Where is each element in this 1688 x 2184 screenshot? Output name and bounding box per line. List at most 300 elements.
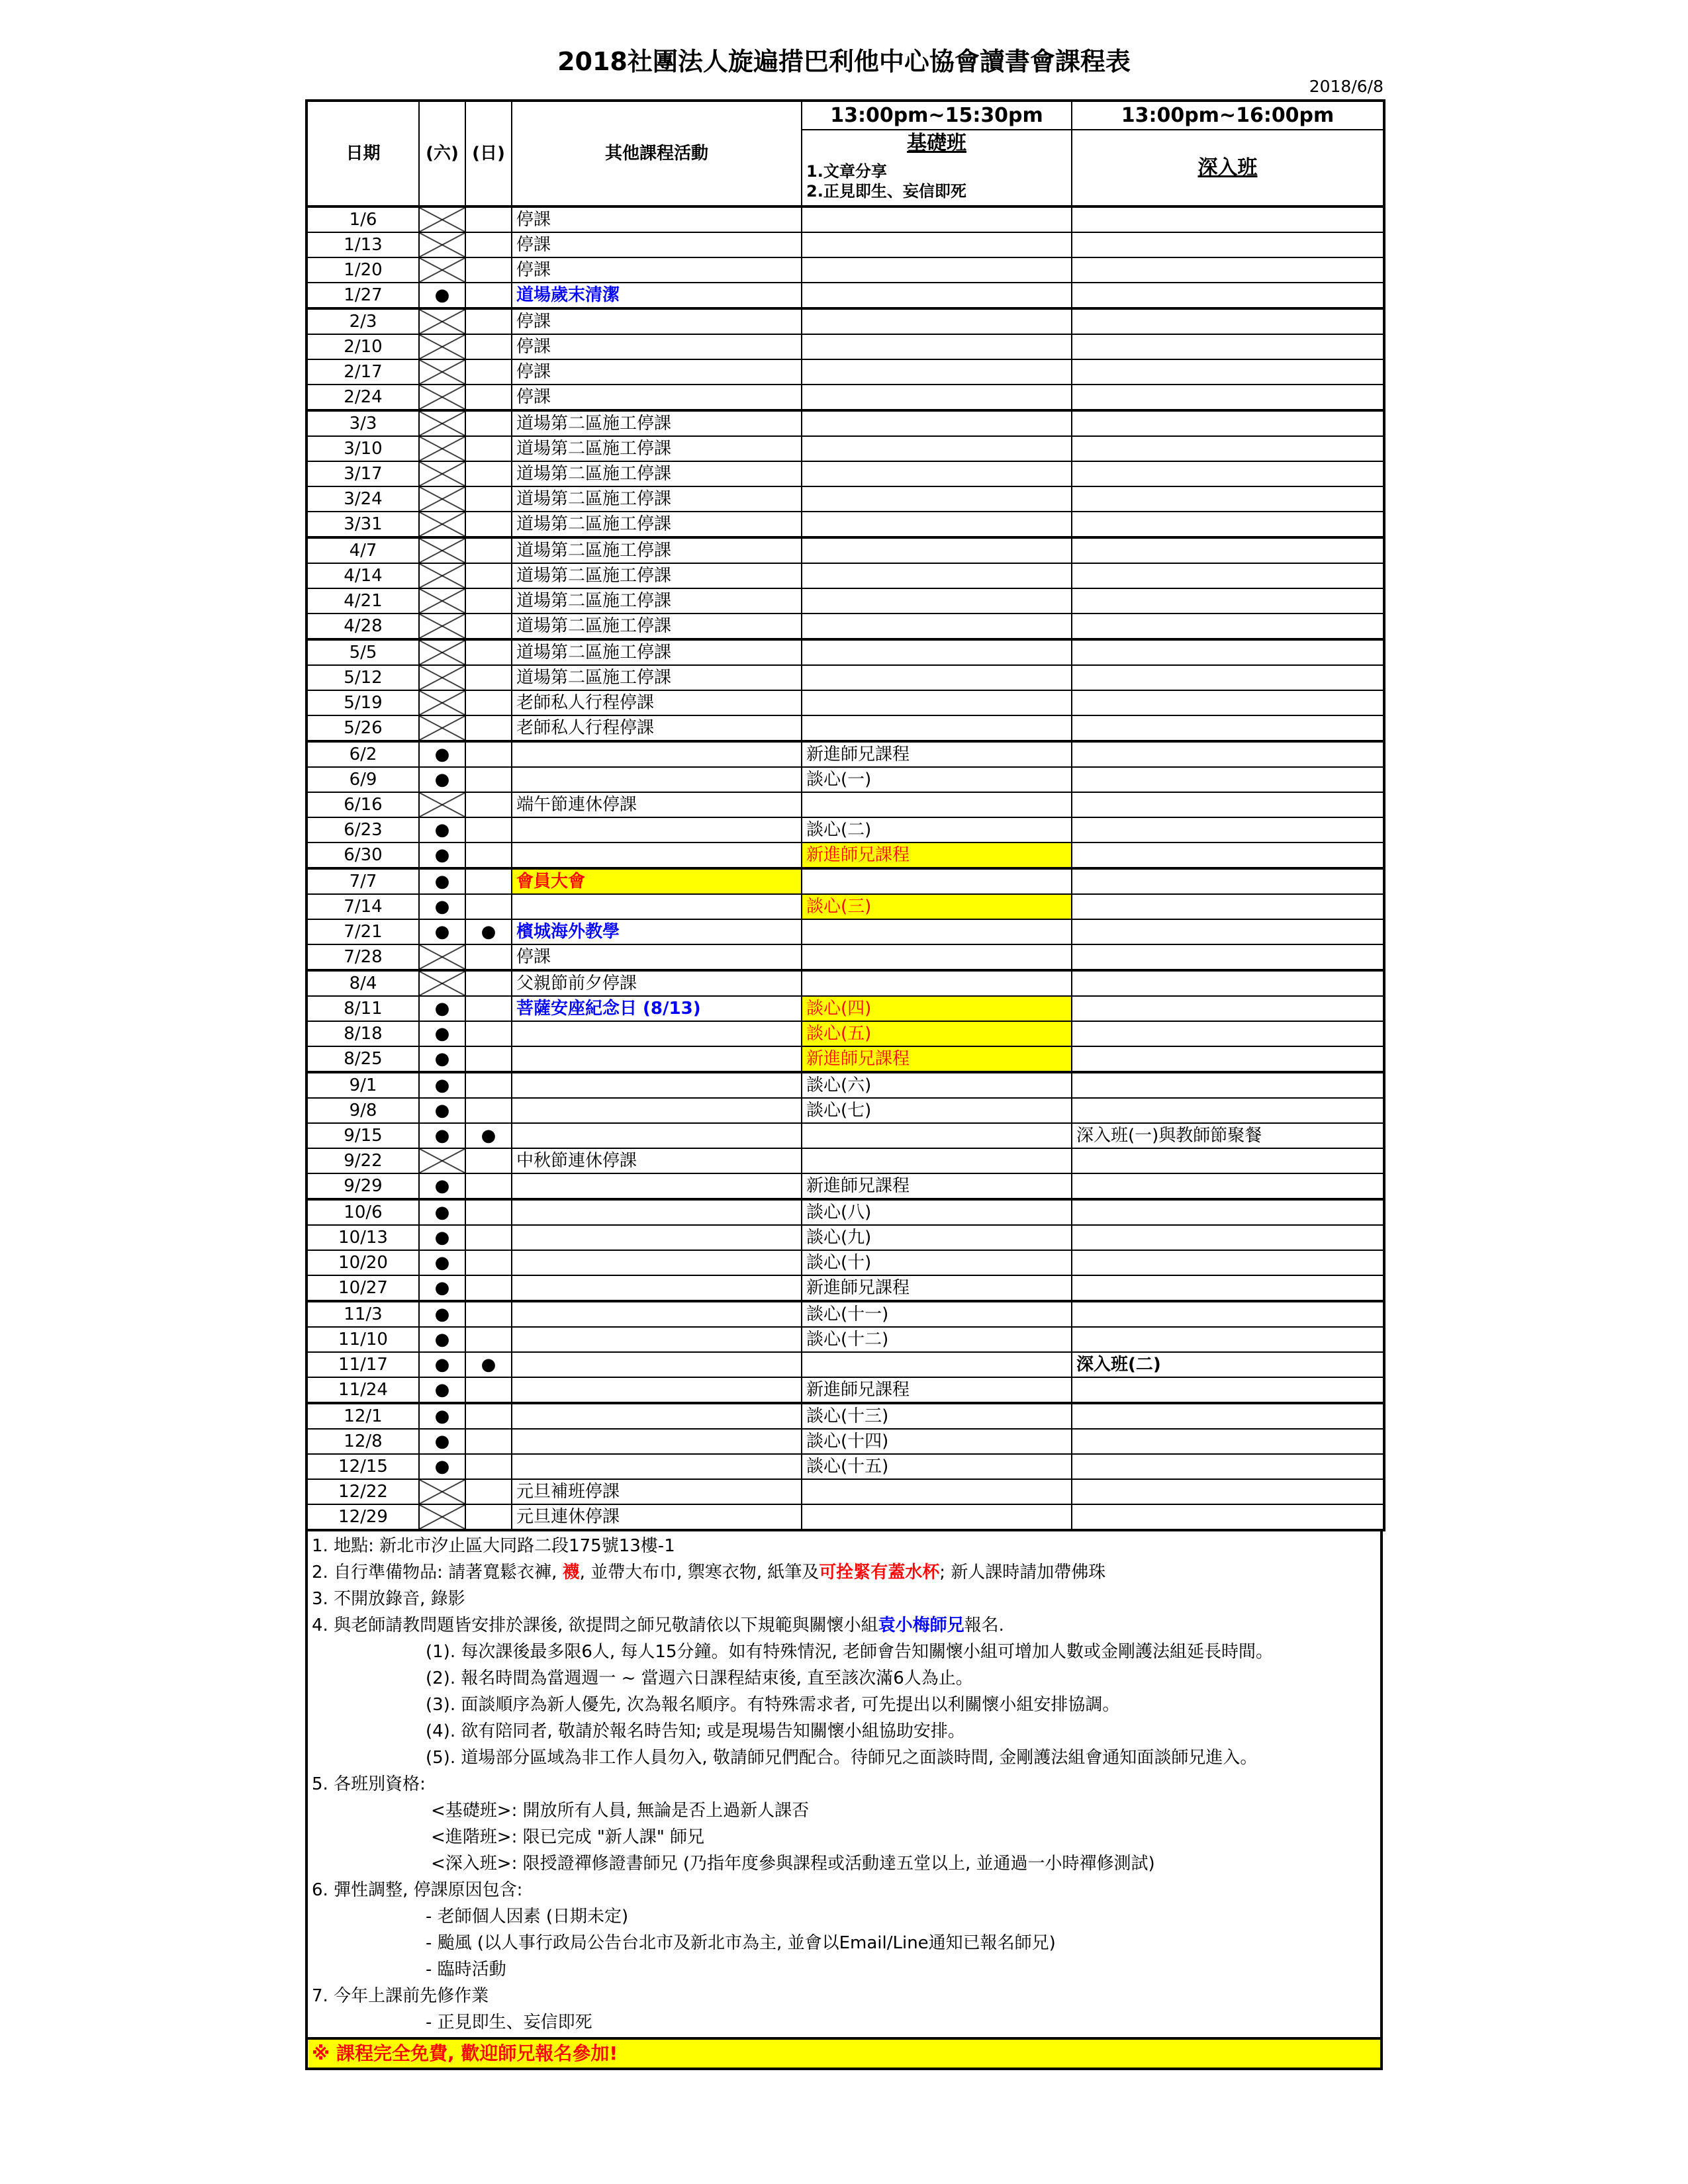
- row-basic-class: 談心(十二): [802, 1327, 1072, 1352]
- row-basic-class: [802, 614, 1072, 639]
- row-date: 1/13: [306, 232, 419, 257]
- row-basic-class: 談心(十): [802, 1250, 1072, 1275]
- table-row: [306, 1098, 1384, 1123]
- table-row: [306, 817, 1384, 842]
- row-sunday-mark: [465, 436, 512, 461]
- document-date: 2018/6/8: [1309, 77, 1383, 96]
- row-sunday-mark: [465, 970, 512, 996]
- row-deep-class: [1072, 792, 1384, 817]
- row-sunday-mark: [465, 1072, 512, 1098]
- table-row: [306, 461, 1384, 486]
- row-basic-class: [802, 359, 1072, 385]
- table-row: [306, 334, 1384, 359]
- row-date: 3/24: [306, 486, 419, 512]
- table-row: [306, 385, 1384, 410]
- row-date: 6/2: [306, 741, 419, 767]
- row-basic-class: 新進師兄課程: [802, 1046, 1072, 1072]
- row-date: 12/1: [306, 1403, 419, 1429]
- row-date: 7/28: [306, 944, 419, 970]
- row-date: 10/27: [306, 1275, 419, 1301]
- row-deep-class: [1072, 436, 1384, 461]
- row-basic-class: [802, 334, 1072, 359]
- row-basic-class: [802, 537, 1072, 563]
- row-other-activity: 道場第二區施工停課: [512, 486, 802, 512]
- row-date: 5/12: [306, 665, 419, 690]
- row-saturday-mark: ●: [419, 1225, 465, 1250]
- table-row: [306, 1504, 1384, 1530]
- row-deep-class: 深入班(一)與教師節聚餐: [1072, 1123, 1384, 1148]
- table-row: [306, 563, 1384, 588]
- row-date: 11/24: [306, 1377, 419, 1403]
- header-basic-item-2: 2.正見即生、妄信即死: [806, 182, 966, 201]
- row-date: 3/17: [306, 461, 419, 486]
- cancel-cross-mark: [419, 334, 465, 359]
- row-deep-class: [1072, 1327, 1384, 1352]
- row-saturday-mark: ●: [419, 1377, 465, 1403]
- row-date: 10/13: [306, 1225, 419, 1250]
- note-6-3: - 臨時活動: [426, 1960, 506, 1979]
- table-row: [306, 614, 1384, 639]
- note-4-5: (5). 道場部分區域為非工作人員勿入, 敬請師兄們配合。待師兄之面談時間, 金剛護法組會通知面談師兄進入。: [426, 1748, 1258, 1768]
- row-basic-class: [802, 512, 1072, 537]
- row-deep-class: [1072, 1301, 1384, 1327]
- row-other-activity: 端午節連休停課: [512, 792, 802, 817]
- row-basic-class: 新進師兄課程: [802, 842, 1072, 868]
- row-date: 5/19: [306, 690, 419, 715]
- row-basic-class: 談心(十五): [802, 1454, 1072, 1479]
- table-row: [306, 206, 1384, 232]
- row-basic-class: [802, 206, 1072, 232]
- row-other-activity: [512, 894, 802, 919]
- table-row: [306, 1275, 1384, 1301]
- row-basic-class: 談心(九): [802, 1225, 1072, 1250]
- row-date: 1/27: [306, 283, 419, 308]
- note-7-1: - 正見即生、妄信即死: [426, 2013, 592, 2032]
- row-basic-class: [802, 1504, 1072, 1530]
- row-basic-class: 談心(十一): [802, 1301, 1072, 1327]
- row-deep-class: 深入班(二): [1072, 1352, 1384, 1377]
- header-saturday: (六): [419, 101, 465, 206]
- table-row: [306, 283, 1384, 308]
- cancel-cross-mark: [419, 563, 465, 588]
- table-row: [306, 1301, 1384, 1327]
- row-deep-class: [1072, 944, 1384, 970]
- row-sunday-mark: [465, 1327, 512, 1352]
- header-sunday: (日): [465, 101, 512, 206]
- row-saturday-mark: ●: [419, 1429, 465, 1454]
- row-sunday-mark: [465, 817, 512, 842]
- row-date: 8/18: [306, 1021, 419, 1046]
- note-4-2: (2). 報名時間為當週週一 ~ 當週六日課程結束後, 直至該次滿6人為止。: [426, 1668, 973, 1688]
- row-sunday-mark: [465, 588, 512, 614]
- cancel-cross-mark: [419, 970, 465, 996]
- note-2-text: 2. 自行準備物品: 請著寬鬆衣褲,: [312, 1563, 563, 1582]
- row-sunday-mark: [465, 283, 512, 308]
- note-4-1: (1). 每次課後最多限6人, 每人15分鐘。如有特殊情況, 老師會告知關懷小組可增加人數或金剛護法組延長時間。: [426, 1642, 1274, 1662]
- row-saturday-mark: ●: [419, 1072, 465, 1098]
- cancel-cross-mark: [419, 461, 465, 486]
- row-date: 7/14: [306, 894, 419, 919]
- row-basic-class: [802, 792, 1072, 817]
- row-date: 6/23: [306, 817, 419, 842]
- row-other-activity: 停課: [512, 257, 802, 283]
- header-deep-class: 深入班: [1072, 130, 1384, 206]
- row-deep-class: [1072, 359, 1384, 385]
- row-deep-class: [1072, 257, 1384, 283]
- row-other-activity: [512, 1377, 802, 1403]
- row-basic-class: [802, 868, 1072, 894]
- row-saturday-mark: ●: [419, 741, 465, 767]
- row-other-activity: [512, 1199, 802, 1225]
- note-4: [312, 1612, 1376, 1639]
- row-other-activity: 停課: [512, 308, 802, 334]
- row-other-activity: [512, 741, 802, 767]
- row-deep-class: [1072, 1199, 1384, 1225]
- row-sunday-mark: [465, 334, 512, 359]
- row-saturday-mark: ●: [419, 868, 465, 894]
- free-course-banner: ※ 課程完全免費, 歡迎師兄報名參加!: [305, 2040, 1383, 2070]
- cancel-cross-mark: [419, 359, 465, 385]
- row-sunday-mark: [465, 1301, 512, 1327]
- row-date: 6/9: [306, 767, 419, 792]
- row-basic-class: 新進師兄課程: [802, 1173, 1072, 1199]
- cancel-cross-mark: [419, 639, 465, 665]
- row-date: 7/21: [306, 919, 419, 944]
- row-other-activity: 道場第二區施工停課: [512, 461, 802, 486]
- row-date: 8/25: [306, 1046, 419, 1072]
- row-basic-class: [802, 1123, 1072, 1148]
- row-deep-class: [1072, 1225, 1384, 1250]
- row-deep-class: [1072, 996, 1384, 1021]
- row-sunday-mark: [465, 537, 512, 563]
- row-basic-class: 談心(三): [802, 894, 1072, 919]
- row-saturday-mark: ●: [419, 283, 465, 308]
- row-date: 1/20: [306, 257, 419, 283]
- table-row: [306, 792, 1384, 817]
- row-basic-class: [802, 563, 1072, 588]
- row-basic-class: [802, 1479, 1072, 1504]
- row-deep-class: [1072, 1479, 1384, 1504]
- row-sunday-mark: [465, 1021, 512, 1046]
- table-row: [306, 1377, 1384, 1403]
- row-sunday-mark: ●: [465, 1123, 512, 1148]
- row-saturday-mark: ●: [419, 1301, 465, 1327]
- row-sunday-mark: [465, 1275, 512, 1301]
- row-date: 2/24: [306, 385, 419, 410]
- note-6-2: - 颱風 (以人事行政局公告台北市及新北市為主, 並會以Email/Line通知已報名師兄): [426, 1933, 1056, 1953]
- table-row: [306, 715, 1384, 741]
- row-other-activity: 道場第二區施工停課: [512, 436, 802, 461]
- row-date: 4/28: [306, 614, 419, 639]
- row-date: 12/15: [306, 1454, 419, 1479]
- row-sunday-mark: [465, 308, 512, 334]
- row-other-activity: 元旦連休停課: [512, 1504, 802, 1530]
- table-row: [306, 970, 1384, 996]
- cancel-cross-mark: [419, 614, 465, 639]
- row-date: 9/22: [306, 1148, 419, 1173]
- row-date: 6/30: [306, 842, 419, 868]
- row-basic-class: [802, 1352, 1072, 1377]
- row-deep-class: [1072, 817, 1384, 842]
- row-saturday-mark: ●: [419, 1173, 465, 1199]
- table-row: [306, 359, 1384, 385]
- row-date: 6/16: [306, 792, 419, 817]
- row-basic-class: 談心(十四): [802, 1429, 1072, 1454]
- row-basic-class: 新進師兄課程: [802, 741, 1072, 767]
- row-date: 4/21: [306, 588, 419, 614]
- cancel-cross-mark: [419, 1479, 465, 1504]
- row-deep-class: [1072, 639, 1384, 665]
- note-2-socks: 襪: [562, 1563, 580, 1582]
- row-deep-class: [1072, 614, 1384, 639]
- row-other-activity: 停課: [512, 385, 802, 410]
- note-6-1: - 老師個人因素 (日期未定): [426, 1907, 629, 1927]
- row-other-activity: 道場歲末清潔: [512, 283, 802, 308]
- row-deep-class: [1072, 894, 1384, 919]
- row-other-activity: 道場第二區施工停課: [512, 537, 802, 563]
- table-header: [306, 101, 1384, 206]
- cancel-cross-mark: [419, 436, 465, 461]
- row-date: 12/8: [306, 1429, 419, 1454]
- row-sunday-mark: [465, 563, 512, 588]
- row-other-activity: 父親節前夕停課: [512, 970, 802, 996]
- row-date: 9/8: [306, 1098, 419, 1123]
- row-basic-class: 新進師兄課程: [802, 1275, 1072, 1301]
- row-sunday-mark: [465, 461, 512, 486]
- table-row: [306, 741, 1384, 767]
- row-date: 9/15: [306, 1123, 419, 1148]
- row-deep-class: [1072, 919, 1384, 944]
- row-other-activity: 停課: [512, 944, 802, 970]
- row-other-activity: 停課: [512, 334, 802, 359]
- row-other-activity: [512, 1072, 802, 1098]
- row-date: 12/29: [306, 1504, 419, 1530]
- row-basic-class: 談心(六): [802, 1072, 1072, 1098]
- row-deep-class: [1072, 970, 1384, 996]
- row-sunday-mark: [465, 1377, 512, 1403]
- row-date: 9/29: [306, 1173, 419, 1199]
- row-sunday-mark: [465, 359, 512, 385]
- note-4-contact: 袁小梅師兄: [878, 1615, 964, 1635]
- row-sunday-mark: [465, 1199, 512, 1225]
- row-other-activity: 停課: [512, 359, 802, 385]
- table-row: [306, 512, 1384, 537]
- row-date: 12/22: [306, 1479, 419, 1504]
- row-date: 7/7: [306, 868, 419, 894]
- row-deep-class: [1072, 283, 1384, 308]
- row-other-activity: 道場第二區施工停課: [512, 512, 802, 537]
- row-saturday-mark: ●: [419, 996, 465, 1021]
- row-deep-class: [1072, 1046, 1384, 1072]
- cancel-cross-mark: [419, 944, 465, 970]
- row-sunday-mark: [465, 1046, 512, 1072]
- row-deep-class: [1072, 1403, 1384, 1429]
- row-sunday-mark: [465, 257, 512, 283]
- row-other-activity: [512, 1403, 802, 1429]
- row-other-activity: 停課: [512, 206, 802, 232]
- row-other-activity: [512, 1225, 802, 1250]
- row-deep-class: [1072, 1173, 1384, 1199]
- row-other-activity: 會員大會: [512, 868, 802, 894]
- cancel-cross-mark: [419, 206, 465, 232]
- row-other-activity: [512, 1275, 802, 1301]
- table-row: [306, 1148, 1384, 1173]
- row-deep-class: [1072, 588, 1384, 614]
- row-sunday-mark: [465, 232, 512, 257]
- table-row: [306, 944, 1384, 970]
- row-basic-class: [802, 665, 1072, 690]
- table-row: [306, 919, 1384, 944]
- row-basic-class: [802, 970, 1072, 996]
- row-other-activity: 道場第二區施工停課: [512, 614, 802, 639]
- row-sunday-mark: ●: [465, 919, 512, 944]
- row-saturday-mark: ●: [419, 894, 465, 919]
- row-basic-class: 談心(五): [802, 1021, 1072, 1046]
- row-basic-class: 談心(十三): [802, 1403, 1072, 1429]
- cancel-cross-mark: [419, 1504, 465, 1530]
- row-basic-class: [802, 257, 1072, 283]
- row-other-activity: 道場第二區施工停課: [512, 639, 802, 665]
- row-saturday-mark: ●: [419, 1403, 465, 1429]
- table-row: [306, 996, 1384, 1021]
- row-other-activity: 道場第二區施工停課: [512, 410, 802, 436]
- row-basic-class: [802, 715, 1072, 741]
- row-deep-class: [1072, 868, 1384, 894]
- row-basic-class: [802, 1148, 1072, 1173]
- table-row: [306, 894, 1384, 919]
- row-deep-class: [1072, 232, 1384, 257]
- header-other-activities: 其他課程活動: [512, 101, 802, 206]
- row-deep-class: [1072, 1504, 1384, 1530]
- row-deep-class: [1072, 308, 1384, 334]
- row-deep-class: [1072, 1275, 1384, 1301]
- row-basic-class: [802, 410, 1072, 436]
- cancel-cross-mark: [419, 792, 465, 817]
- note-5-1: <基礎班>: 開放所有人員, 無論是否上過新人課否: [431, 1801, 810, 1821]
- row-other-activity: [512, 1173, 802, 1199]
- row-deep-class: [1072, 1250, 1384, 1275]
- row-saturday-mark: ●: [419, 919, 465, 944]
- table-row: [306, 767, 1384, 792]
- row-sunday-mark: [465, 614, 512, 639]
- row-deep-class: [1072, 1072, 1384, 1098]
- row-sunday-mark: [465, 767, 512, 792]
- table-row: [306, 842, 1384, 868]
- row-deep-class: [1072, 715, 1384, 741]
- notes-section: [305, 1531, 1383, 2040]
- table-row: [306, 690, 1384, 715]
- table-row: [306, 436, 1384, 461]
- row-date: 2/10: [306, 334, 419, 359]
- row-sunday-mark: [465, 1479, 512, 1504]
- row-date: 1/6: [306, 206, 419, 232]
- row-sunday-mark: [465, 792, 512, 817]
- row-sunday-mark: [465, 486, 512, 512]
- cancel-cross-mark: [419, 410, 465, 436]
- row-deep-class: [1072, 1021, 1384, 1046]
- cancel-cross-mark: [419, 257, 465, 283]
- row-deep-class: [1072, 690, 1384, 715]
- cancel-cross-mark: [419, 588, 465, 614]
- row-deep-class: [1072, 741, 1384, 767]
- schedule-container: [305, 99, 1383, 2070]
- row-deep-class: [1072, 1148, 1384, 1173]
- row-basic-class: [802, 461, 1072, 486]
- row-sunday-mark: [465, 385, 512, 410]
- row-date: 2/17: [306, 359, 419, 385]
- table-row: [306, 639, 1384, 665]
- note-5-2: <進階班>: 限已完成 "新人課" 師兄: [431, 1827, 705, 1847]
- row-other-activity: 道場第二區施工停課: [512, 563, 802, 588]
- table-row: [306, 1072, 1384, 1098]
- row-other-activity: 中秋節連休停課: [512, 1148, 802, 1173]
- cancel-cross-mark: [419, 512, 465, 537]
- table-row: [306, 308, 1384, 334]
- row-other-activity: [512, 1301, 802, 1327]
- row-sunday-mark: [465, 868, 512, 894]
- row-date: 5/5: [306, 639, 419, 665]
- row-basic-class: [802, 283, 1072, 308]
- row-basic-class: 談心(七): [802, 1098, 1072, 1123]
- row-deep-class: [1072, 334, 1384, 359]
- row-basic-class: 談心(一): [802, 767, 1072, 792]
- row-sunday-mark: [465, 1250, 512, 1275]
- row-saturday-mark: ●: [419, 1275, 465, 1301]
- schedule-table: [305, 99, 1385, 1531]
- table-row: [306, 1225, 1384, 1250]
- table-row: [306, 537, 1384, 563]
- table-body: [306, 206, 1384, 1530]
- note-5-3: <深入班>: 限授證禪修證書師兄 (乃指年度參與課程或活動達五堂以上, 並通過一小時禪修測試): [431, 1854, 1155, 1874]
- row-sunday-mark: [465, 715, 512, 741]
- note-2-text-3: ; 新人課時請加帶佛珠: [939, 1563, 1106, 1582]
- row-date: 3/10: [306, 436, 419, 461]
- header-basic-items: [802, 156, 1072, 206]
- row-deep-class: [1072, 1429, 1384, 1454]
- row-date: 8/11: [306, 996, 419, 1021]
- row-saturday-mark: ●: [419, 842, 465, 868]
- row-basic-class: [802, 588, 1072, 614]
- row-sunday-mark: [465, 512, 512, 537]
- row-basic-class: 談心(四): [802, 996, 1072, 1021]
- row-other-activity: [512, 842, 802, 868]
- table-row: [306, 1173, 1384, 1199]
- row-sunday-mark: [465, 741, 512, 767]
- row-basic-class: 談心(二): [802, 817, 1072, 842]
- row-other-activity: 道場第二區施工停課: [512, 665, 802, 690]
- row-date: 3/3: [306, 410, 419, 436]
- header-basic-time: 13:00pm~15:30pm: [802, 101, 1072, 130]
- cancel-cross-mark: [419, 537, 465, 563]
- note-3: 3. 不開放錄音, 錄影: [312, 1589, 465, 1609]
- row-deep-class: [1072, 410, 1384, 436]
- row-deep-class: [1072, 665, 1384, 690]
- note-1: 1. 地點: 新北市汐止區大同路二段175號13樓-1: [312, 1536, 675, 1556]
- note-2-cup: 可拴緊有蓋水杯: [819, 1563, 940, 1582]
- cancel-cross-mark: [419, 665, 465, 690]
- row-deep-class: [1072, 842, 1384, 868]
- row-date: 4/7: [306, 537, 419, 563]
- row-sunday-mark: [465, 690, 512, 715]
- row-basic-class: [802, 308, 1072, 334]
- row-basic-class: [802, 385, 1072, 410]
- row-basic-class: [802, 690, 1072, 715]
- row-other-activity: 菩薩安座紀念日 (8/13): [512, 996, 802, 1021]
- table-row: [306, 486, 1384, 512]
- table-row: [306, 1352, 1384, 1377]
- row-date: 5/26: [306, 715, 419, 741]
- row-deep-class: [1072, 563, 1384, 588]
